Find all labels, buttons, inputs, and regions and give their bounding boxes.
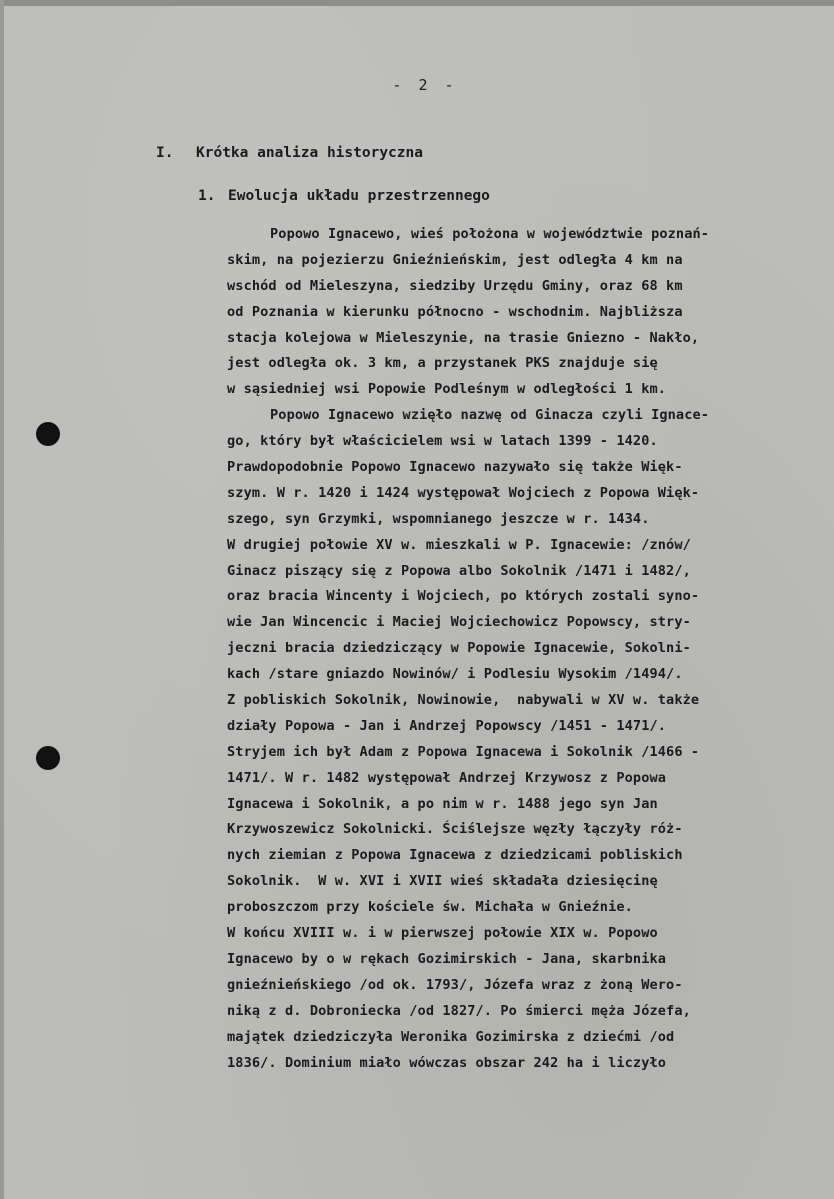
page-number: - 2 - — [392, 76, 458, 94]
section-heading-number: I. — [156, 145, 174, 161]
text-line: Ignacewo by o w rękach Gozimirskich - Jana, skarbnika — [227, 950, 667, 967]
text-line: niką z d. Dobroniecka /od 1827/. Po śmierci męża Józefa, — [227, 1002, 691, 1019]
section-heading — [156, 145, 423, 161]
text-line: Krzywoszewicz Sokolnicki. Ściślejsze węzły łączyły róż- — [227, 821, 683, 838]
text-line: Popowo Ignacewo wzięło nazwę od Ginacza czyli Ignace- — [270, 407, 710, 424]
paragraph-2 — [227, 403, 827, 1076]
scan-edge-left — [0, 0, 4, 1199]
text-line: nych ziemian z Popowa Ignacewa z dziedzicami pobliskich — [227, 847, 683, 864]
text-line: Sokolnik. W w. XVI i XVII wieś składała dziesięcinę — [227, 873, 658, 890]
text-line: go, który był właścicielem wsi w latach 1399 - 1420. — [227, 433, 658, 450]
text-line: Ignacewa i Sokolnik, a po nim w r. 1488 jego syn Jan — [227, 795, 658, 812]
text-line: 1471/. W r. 1482 występował Andrzej Krzywosz z Popowa — [227, 769, 667, 786]
text-line: szym. W r. 1420 i 1424 występował Wojciech z Popowa Więk- — [227, 484, 700, 501]
punch-hole-upper — [36, 422, 60, 446]
section-heading-title: Krótka analiza historyczna — [196, 145, 423, 161]
text-line: stacja kolejowa w Mieleszynie, na trasie Gniezno - Nakło, — [227, 329, 700, 346]
text-line: jeczni bracia dziedziczący w Popowie Ignacewie, Sokolni- — [227, 640, 691, 657]
text-line: skim, na pojezierzu Gnieźnieńskim, jest odległa 4 km na — [227, 251, 683, 268]
scan-edge-top — [0, 0, 834, 6]
text-line: oraz bracia Wincenty i Wojciech, po których zostali syno- — [227, 588, 700, 605]
text-line: Z pobliskich Sokolnik, Nowinowie, nabywali w XV w. także — [227, 692, 700, 709]
text-line: W drugiej połowie XV w. mieszkali w P. Ignacewie: /znów/ — [227, 536, 691, 553]
text-line: W końcu XVIII w. i w pierwszej połowie XIX w. Popowo — [227, 925, 658, 942]
text-line: Prawdopodobnie Popowo Ignacewo nazywało się także Więk- — [227, 459, 683, 476]
subsection-heading — [198, 188, 490, 204]
paragraph-1 — [227, 222, 827, 403]
text-line: majątek dziedziczyła Weronika Gozimirska z dziećmi /od — [227, 1028, 675, 1045]
text-line: Ginacz piszący się z Popowa albo Sokolnik /1471 i 1482/, — [227, 562, 691, 579]
text-line: wie Jan Wincencic i Maciej Wojciechowicz Popowscy, stry- — [227, 614, 691, 631]
text-line: od Poznania w kierunku północno - wschodnim. Najbliższa — [227, 303, 683, 320]
text-line: kach /stare gniazdo Nowinów/ i Podlesiu Wysokim /1494/. — [227, 666, 683, 683]
text-line: szego, syn Grzymki, wspomnianego jeszcze w r. 1434. — [227, 510, 650, 527]
text-line: gnieźnieńskiego /od ok. 1793/, Józefa wraz z żoną Wero- — [227, 976, 683, 993]
text-line: działy Popowa - Jan i Andrzej Popowscy /1451 - 1471/. — [227, 717, 667, 734]
text-line: Stryjem ich był Adam z Popowa Ignacewa i Sokolnik /1466 - — [227, 743, 700, 760]
subsection-heading-number: 1. — [198, 188, 216, 204]
text-line: Popowo Ignacewo, wieś położona w województwie poznań- — [270, 226, 710, 242]
text-line: proboszczom przy kościele św. Michała w Gnieźnie. — [227, 899, 633, 916]
subsection-heading-title: Ewolucja układu przestrzennego — [228, 188, 490, 204]
text-line: jest odległa ok. 3 km, a przystanek PKS znajduje się — [227, 355, 658, 372]
text-line: wschód od Mieleszyna, siedziby Urzędu Gminy, oraz 68 km — [227, 277, 683, 294]
body-text — [227, 222, 827, 1076]
text-line: w sąsiedniej wsi Popowie Podleśnym w odległości 1 km. — [227, 381, 667, 398]
punch-hole-lower — [36, 746, 60, 770]
text-line: 1836/. Dominium miało wówczas obszar 242 ha i liczyło — [227, 1054, 667, 1071]
